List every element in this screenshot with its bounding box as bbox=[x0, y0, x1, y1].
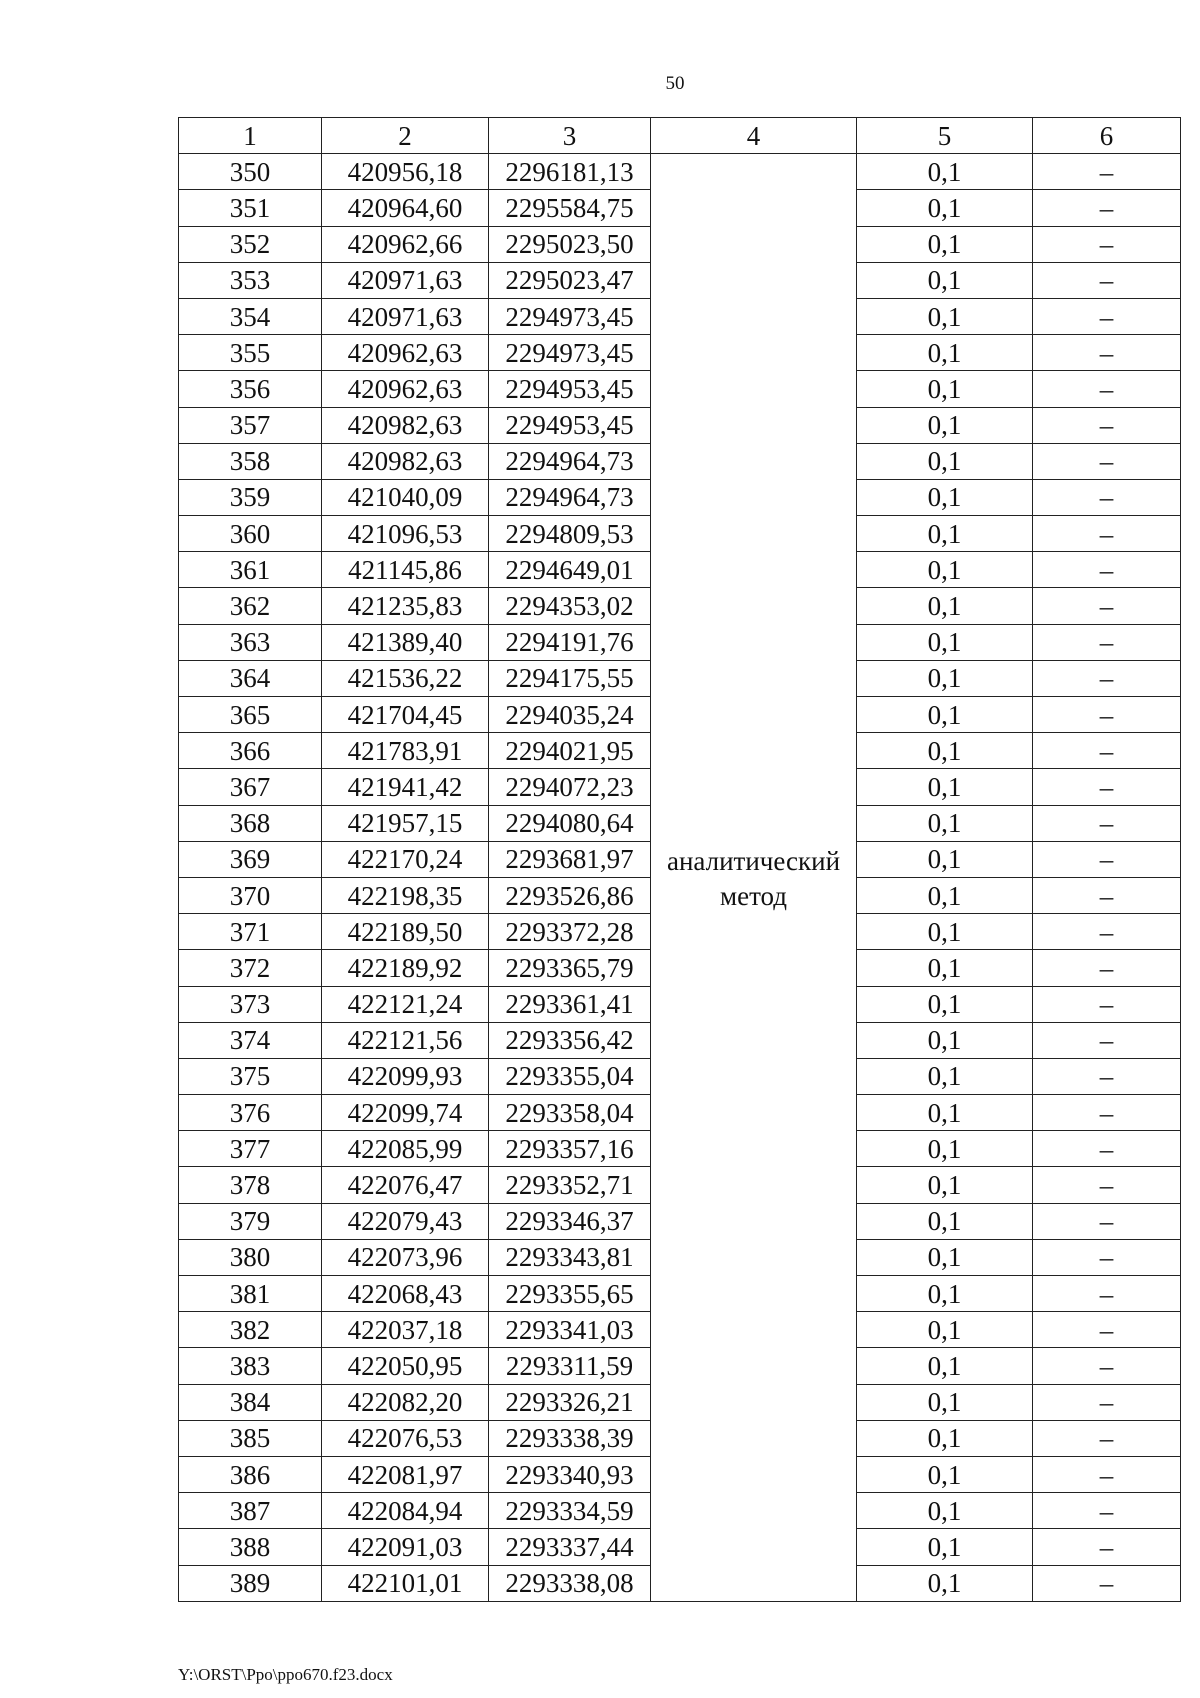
column-header-2: 2 bbox=[322, 118, 489, 154]
accuracy-cell: 0,1 bbox=[857, 1456, 1033, 1492]
note-cell: – bbox=[1033, 1239, 1181, 1275]
accuracy-cell: 0,1 bbox=[857, 624, 1033, 660]
note-cell: – bbox=[1033, 371, 1181, 407]
y-coordinate-cell: 2293355,65 bbox=[489, 1276, 651, 1312]
point-number-cell: 374 bbox=[179, 1022, 322, 1058]
accuracy-cell: 0,1 bbox=[857, 877, 1033, 913]
point-number-cell: 378 bbox=[179, 1167, 322, 1203]
note-cell: – bbox=[1033, 769, 1181, 805]
point-number-cell: 367 bbox=[179, 769, 322, 805]
x-coordinate-cell: 422198,35 bbox=[322, 877, 489, 913]
y-coordinate-cell: 2293357,16 bbox=[489, 1131, 651, 1167]
point-number-cell: 383 bbox=[179, 1348, 322, 1384]
note-cell: – bbox=[1033, 1493, 1181, 1529]
note-cell: – bbox=[1033, 443, 1181, 479]
accuracy-cell: 0,1 bbox=[857, 298, 1033, 334]
point-number-cell: 352 bbox=[179, 226, 322, 262]
note-cell: – bbox=[1033, 552, 1181, 588]
y-coordinate-cell: 2294809,53 bbox=[489, 516, 651, 552]
y-coordinate-cell: 2293326,21 bbox=[489, 1384, 651, 1420]
x-coordinate-cell: 422084,94 bbox=[322, 1493, 489, 1529]
y-coordinate-cell: 2294973,45 bbox=[489, 335, 651, 371]
y-coordinate-cell: 2293337,44 bbox=[489, 1529, 651, 1565]
column-header-6: 6 bbox=[1033, 118, 1181, 154]
note-cell: – bbox=[1033, 1529, 1181, 1565]
x-coordinate-cell: 421783,91 bbox=[322, 733, 489, 769]
note-cell: – bbox=[1033, 950, 1181, 986]
note-cell: – bbox=[1033, 986, 1181, 1022]
accuracy-cell: 0,1 bbox=[857, 1384, 1033, 1420]
point-number-cell: 371 bbox=[179, 914, 322, 950]
accuracy-cell: 0,1 bbox=[857, 1203, 1033, 1239]
x-coordinate-cell: 422050,95 bbox=[322, 1348, 489, 1384]
accuracy-cell: 0,1 bbox=[857, 841, 1033, 877]
point-number-cell: 369 bbox=[179, 841, 322, 877]
point-number-cell: 381 bbox=[179, 1276, 322, 1312]
note-cell: – bbox=[1033, 1312, 1181, 1348]
y-coordinate-cell: 2294649,01 bbox=[489, 552, 651, 588]
point-number-cell: 385 bbox=[179, 1420, 322, 1456]
y-coordinate-cell: 2294973,45 bbox=[489, 298, 651, 334]
y-coordinate-cell: 2293372,28 bbox=[489, 914, 651, 950]
point-number-cell: 380 bbox=[179, 1239, 322, 1275]
point-number-cell: 360 bbox=[179, 516, 322, 552]
x-coordinate-cell: 422085,99 bbox=[322, 1131, 489, 1167]
note-cell: – bbox=[1033, 479, 1181, 515]
point-number-cell: 355 bbox=[179, 335, 322, 371]
x-coordinate-cell: 421536,22 bbox=[322, 660, 489, 696]
accuracy-cell: 0,1 bbox=[857, 226, 1033, 262]
note-cell: – bbox=[1033, 298, 1181, 334]
header-row bbox=[179, 118, 1181, 154]
x-coordinate-cell: 420982,63 bbox=[322, 443, 489, 479]
point-number-cell: 384 bbox=[179, 1384, 322, 1420]
note-cell: – bbox=[1033, 733, 1181, 769]
x-coordinate-cell: 420962,63 bbox=[322, 371, 489, 407]
note-cell: – bbox=[1033, 1203, 1181, 1239]
point-number-cell: 387 bbox=[179, 1493, 322, 1529]
y-coordinate-cell: 2293338,39 bbox=[489, 1420, 651, 1456]
x-coordinate-cell: 422121,24 bbox=[322, 986, 489, 1022]
y-coordinate-cell: 2293355,04 bbox=[489, 1058, 651, 1094]
note-cell: – bbox=[1033, 1420, 1181, 1456]
x-coordinate-cell: 422082,20 bbox=[322, 1384, 489, 1420]
note-cell: – bbox=[1033, 190, 1181, 226]
accuracy-cell: 0,1 bbox=[857, 1420, 1033, 1456]
y-coordinate-cell: 2295023,47 bbox=[489, 262, 651, 298]
y-coordinate-cell: 2294191,76 bbox=[489, 624, 651, 660]
note-cell: – bbox=[1033, 805, 1181, 841]
accuracy-cell: 0,1 bbox=[857, 1167, 1033, 1203]
note-cell: – bbox=[1033, 1167, 1181, 1203]
accuracy-cell: 0,1 bbox=[857, 986, 1033, 1022]
note-cell: – bbox=[1033, 624, 1181, 660]
point-number-cell: 377 bbox=[179, 1131, 322, 1167]
y-coordinate-cell: 2293358,04 bbox=[489, 1095, 651, 1131]
x-coordinate-cell: 420962,63 bbox=[322, 335, 489, 371]
accuracy-cell: 0,1 bbox=[857, 371, 1033, 407]
accuracy-cell: 0,1 bbox=[857, 1058, 1033, 1094]
x-coordinate-cell: 421040,09 bbox=[322, 479, 489, 515]
x-coordinate-cell: 420971,63 bbox=[322, 262, 489, 298]
x-coordinate-cell: 421389,40 bbox=[322, 624, 489, 660]
accuracy-cell: 0,1 bbox=[857, 914, 1033, 950]
x-coordinate-cell: 420962,66 bbox=[322, 226, 489, 262]
point-number-cell: 372 bbox=[179, 950, 322, 986]
note-cell: – bbox=[1033, 1276, 1181, 1312]
x-coordinate-cell: 422170,24 bbox=[322, 841, 489, 877]
accuracy-cell: 0,1 bbox=[857, 1493, 1033, 1529]
x-coordinate-cell: 422076,53 bbox=[322, 1420, 489, 1456]
x-coordinate-cell: 422099,93 bbox=[322, 1058, 489, 1094]
x-coordinate-cell: 422101,01 bbox=[322, 1565, 489, 1601]
accuracy-cell: 0,1 bbox=[857, 190, 1033, 226]
accuracy-cell: 0,1 bbox=[857, 262, 1033, 298]
note-cell: – bbox=[1033, 516, 1181, 552]
x-coordinate-cell: 422081,97 bbox=[322, 1456, 489, 1492]
accuracy-cell: 0,1 bbox=[857, 769, 1033, 805]
table-body bbox=[179, 154, 1181, 1602]
x-coordinate-cell: 420964,60 bbox=[322, 190, 489, 226]
y-coordinate-cell: 2293356,42 bbox=[489, 1022, 651, 1058]
point-number-cell: 362 bbox=[179, 588, 322, 624]
accuracy-cell: 0,1 bbox=[857, 1529, 1033, 1565]
point-number-cell: 357 bbox=[179, 407, 322, 443]
note-cell: – bbox=[1033, 1348, 1181, 1384]
accuracy-cell: 0,1 bbox=[857, 407, 1033, 443]
y-coordinate-cell: 2293352,71 bbox=[489, 1167, 651, 1203]
note-cell: – bbox=[1033, 588, 1181, 624]
x-coordinate-cell: 420956,18 bbox=[322, 154, 489, 190]
note-cell: – bbox=[1033, 154, 1181, 190]
point-number-cell: 363 bbox=[179, 624, 322, 660]
note-cell: – bbox=[1033, 1131, 1181, 1167]
x-coordinate-cell: 422091,03 bbox=[322, 1529, 489, 1565]
point-number-cell: 370 bbox=[179, 877, 322, 913]
y-coordinate-cell: 2294964,73 bbox=[489, 479, 651, 515]
x-coordinate-cell: 421235,83 bbox=[322, 588, 489, 624]
point-number-cell: 353 bbox=[179, 262, 322, 298]
accuracy-cell: 0,1 bbox=[857, 154, 1033, 190]
y-coordinate-cell: 2296181,13 bbox=[489, 154, 651, 190]
note-cell: – bbox=[1033, 841, 1181, 877]
accuracy-cell: 0,1 bbox=[857, 1095, 1033, 1131]
point-number-cell: 361 bbox=[179, 552, 322, 588]
accuracy-cell: 0,1 bbox=[857, 1022, 1033, 1058]
y-coordinate-cell: 2294353,02 bbox=[489, 588, 651, 624]
note-cell: – bbox=[1033, 877, 1181, 913]
point-number-cell: 358 bbox=[179, 443, 322, 479]
method-cell bbox=[651, 154, 857, 1602]
x-coordinate-cell: 422189,50 bbox=[322, 914, 489, 950]
column-header-3: 3 bbox=[489, 118, 651, 154]
accuracy-cell: 0,1 bbox=[857, 479, 1033, 515]
y-coordinate-cell: 2294953,45 bbox=[489, 407, 651, 443]
x-coordinate-cell: 420971,63 bbox=[322, 298, 489, 334]
point-number-cell: 373 bbox=[179, 986, 322, 1022]
accuracy-cell: 0,1 bbox=[857, 805, 1033, 841]
accuracy-cell: 0,1 bbox=[857, 950, 1033, 986]
x-coordinate-cell: 421096,53 bbox=[322, 516, 489, 552]
x-coordinate-cell: 422073,96 bbox=[322, 1239, 489, 1275]
x-coordinate-cell: 422076,47 bbox=[322, 1167, 489, 1203]
accuracy-cell: 0,1 bbox=[857, 443, 1033, 479]
note-cell: – bbox=[1033, 1022, 1181, 1058]
point-number-cell: 376 bbox=[179, 1095, 322, 1131]
x-coordinate-cell: 421957,15 bbox=[322, 805, 489, 841]
accuracy-cell: 0,1 bbox=[857, 1239, 1033, 1275]
accuracy-cell: 0,1 bbox=[857, 516, 1033, 552]
note-cell: – bbox=[1033, 697, 1181, 733]
table-header bbox=[179, 118, 1181, 154]
point-number-cell: 386 bbox=[179, 1456, 322, 1492]
accuracy-cell: 0,1 bbox=[857, 1565, 1033, 1601]
x-coordinate-cell: 422037,18 bbox=[322, 1312, 489, 1348]
point-number-cell: 368 bbox=[179, 805, 322, 841]
y-coordinate-cell: 2293338,08 bbox=[489, 1565, 651, 1601]
y-coordinate-cell: 2293681,97 bbox=[489, 841, 651, 877]
y-coordinate-cell: 2293365,79 bbox=[489, 950, 651, 986]
y-coordinate-cell: 2294953,45 bbox=[489, 371, 651, 407]
table-row bbox=[179, 154, 1181, 190]
point-number-cell: 364 bbox=[179, 660, 322, 696]
point-number-cell: 366 bbox=[179, 733, 322, 769]
note-cell: – bbox=[1033, 262, 1181, 298]
note-cell: – bbox=[1033, 335, 1181, 371]
y-coordinate-cell: 2294964,73 bbox=[489, 443, 651, 479]
accuracy-cell: 0,1 bbox=[857, 1312, 1033, 1348]
column-header-4: 4 bbox=[651, 118, 857, 154]
x-coordinate-cell: 422121,56 bbox=[322, 1022, 489, 1058]
point-number-cell: 354 bbox=[179, 298, 322, 334]
accuracy-cell: 0,1 bbox=[857, 1276, 1033, 1312]
y-coordinate-cell: 2293346,37 bbox=[489, 1203, 651, 1239]
method-label: аналитический метод bbox=[666, 846, 841, 912]
note-cell: – bbox=[1033, 1456, 1181, 1492]
y-coordinate-cell: 2293526,86 bbox=[489, 877, 651, 913]
point-number-cell: 382 bbox=[179, 1312, 322, 1348]
y-coordinate-cell: 2293340,93 bbox=[489, 1456, 651, 1492]
x-coordinate-cell: 421704,45 bbox=[322, 697, 489, 733]
point-number-cell: 389 bbox=[179, 1565, 322, 1601]
x-coordinate-cell: 421145,86 bbox=[322, 552, 489, 588]
point-number-cell: 379 bbox=[179, 1203, 322, 1239]
y-coordinate-cell: 2293343,81 bbox=[489, 1239, 651, 1275]
accuracy-cell: 0,1 bbox=[857, 588, 1033, 624]
y-coordinate-cell: 2294175,55 bbox=[489, 660, 651, 696]
x-coordinate-cell: 422099,74 bbox=[322, 1095, 489, 1131]
note-cell: – bbox=[1033, 226, 1181, 262]
coordinates-table bbox=[178, 117, 1181, 1602]
note-cell: – bbox=[1033, 1095, 1181, 1131]
page-number: 50 bbox=[665, 73, 685, 94]
y-coordinate-cell: 2295023,50 bbox=[489, 226, 651, 262]
accuracy-cell: 0,1 bbox=[857, 335, 1033, 371]
x-coordinate-cell: 422189,92 bbox=[322, 950, 489, 986]
x-coordinate-cell: 422068,43 bbox=[322, 1276, 489, 1312]
accuracy-cell: 0,1 bbox=[857, 660, 1033, 696]
point-number-cell: 351 bbox=[179, 190, 322, 226]
accuracy-cell: 0,1 bbox=[857, 1131, 1033, 1167]
y-coordinate-cell: 2293361,41 bbox=[489, 986, 651, 1022]
column-header-1: 1 bbox=[179, 118, 322, 154]
note-cell: – bbox=[1033, 1565, 1181, 1601]
note-cell: – bbox=[1033, 914, 1181, 950]
note-cell: – bbox=[1033, 660, 1181, 696]
y-coordinate-cell: 2293311,59 bbox=[489, 1348, 651, 1384]
point-number-cell: 359 bbox=[179, 479, 322, 515]
x-coordinate-cell: 421941,42 bbox=[322, 769, 489, 805]
note-cell: – bbox=[1033, 1058, 1181, 1094]
point-number-cell: 375 bbox=[179, 1058, 322, 1094]
note-cell: – bbox=[1033, 407, 1181, 443]
accuracy-cell: 0,1 bbox=[857, 733, 1033, 769]
x-coordinate-cell: 420982,63 bbox=[322, 407, 489, 443]
point-number-cell: 365 bbox=[179, 697, 322, 733]
note-cell: – bbox=[1033, 1384, 1181, 1420]
column-header-5: 5 bbox=[857, 118, 1033, 154]
point-number-cell: 388 bbox=[179, 1529, 322, 1565]
accuracy-cell: 0,1 bbox=[857, 697, 1033, 733]
y-coordinate-cell: 2295584,75 bbox=[489, 190, 651, 226]
footer-file-path: Y:\ORST\Ppo\ppo670.f23.docx bbox=[178, 1665, 393, 1684]
accuracy-cell: 0,1 bbox=[857, 1348, 1033, 1384]
x-coordinate-cell: 422079,43 bbox=[322, 1203, 489, 1239]
y-coordinate-cell: 2294072,23 bbox=[489, 769, 651, 805]
y-coordinate-cell: 2294080,64 bbox=[489, 805, 651, 841]
y-coordinate-cell: 2293341,03 bbox=[489, 1312, 651, 1348]
point-number-cell: 356 bbox=[179, 371, 322, 407]
y-coordinate-cell: 2294021,95 bbox=[489, 733, 651, 769]
y-coordinate-cell: 2293334,59 bbox=[489, 1493, 651, 1529]
accuracy-cell: 0,1 bbox=[857, 552, 1033, 588]
point-number-cell: 350 bbox=[179, 154, 322, 190]
y-coordinate-cell: 2294035,24 bbox=[489, 697, 651, 733]
